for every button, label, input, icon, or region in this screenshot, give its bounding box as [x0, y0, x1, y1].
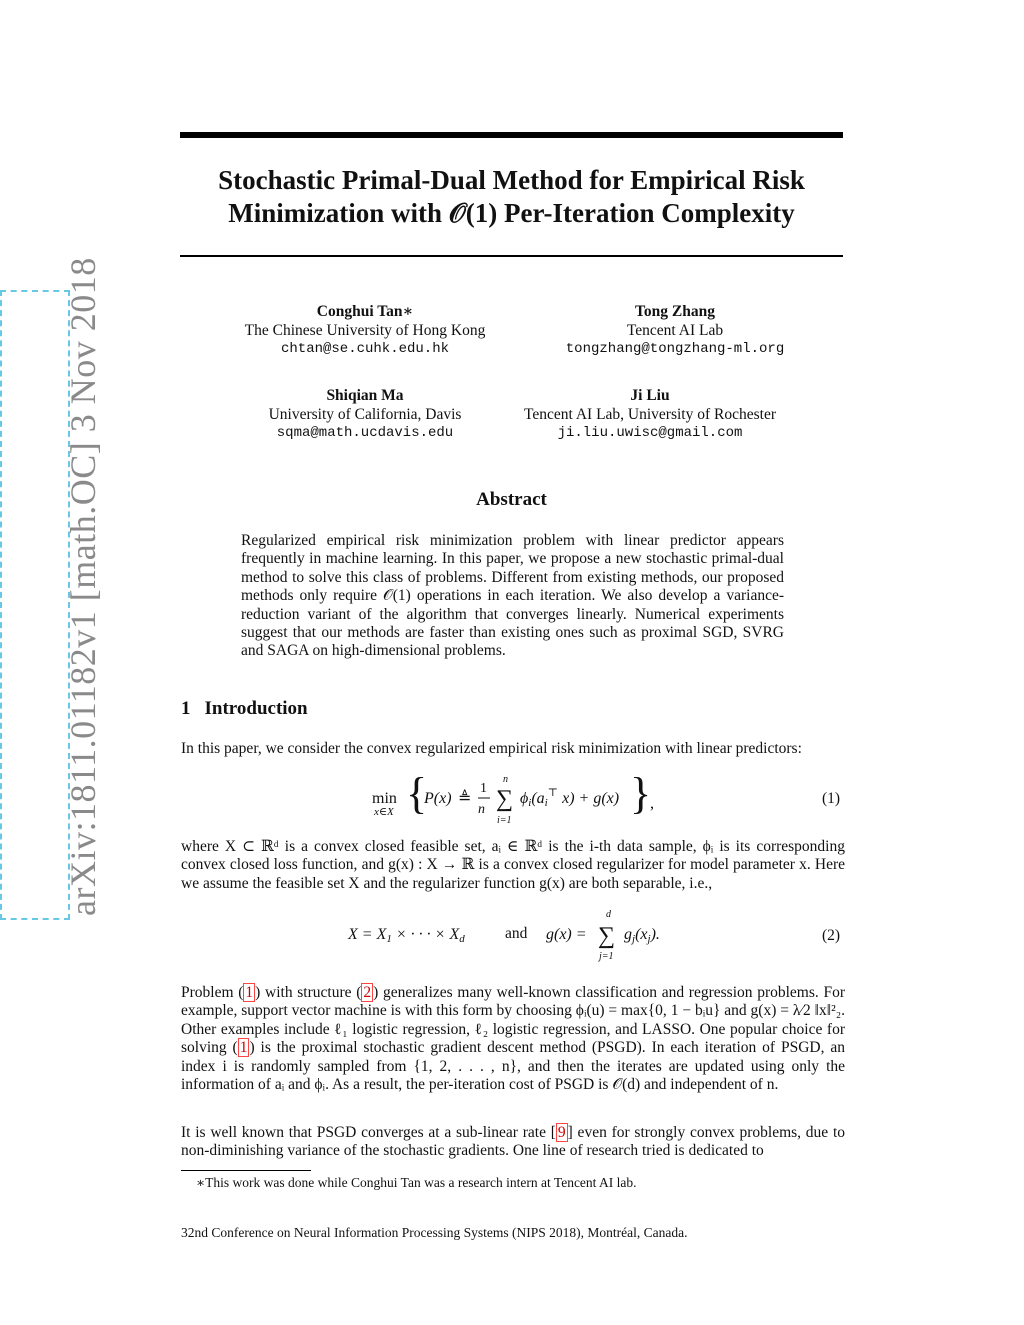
author-email[interactable]: chtan@se.cuhk.edu.hk [280, 341, 450, 357]
svg-text:≜: ≜ [458, 790, 472, 807]
svg-text:ϕi(ai⊤ x) + g(x): ϕi(ai⊤ x) + g(x) [520, 787, 620, 809]
author-email[interactable]: ji.liu.uwisc@gmail.com [557, 425, 743, 441]
section-heading [181, 698, 308, 720]
text-run: ] even for strongly convex problems, due to non-diminishing variance of the stochastic gradients. One line of research tried is dedicated to [181, 1124, 846, 1160]
arxiv-identifier[interactable]: arXiv:1811.01182v1 [math.OC] 3 Nov 2018 [63, 257, 103, 916]
equation-1 [370, 768, 670, 830]
author-affiliation: The Chinese University of Hong Kong [244, 322, 486, 339]
text-run: generalizes many well-known classification and regression problems. For example, support vector machine is with this form by choosing ϕᵢ(u) = max{0, 1 − bᵢu} and g(x) = λ⁄2 ‖x‖²₂. Other examples include ℓ₁ logistic regression, ℓ₂ logistic regression, and LASSO. One popular choice for solving [181, 984, 845, 1057]
equation-connector: and [505, 925, 528, 942]
svg-text:}: } [630, 769, 652, 818]
arxiv-stamp-frame [0, 290, 70, 920]
author-block [220, 302, 510, 359]
svg-text:g(x) =: g(x) = [546, 926, 587, 943]
intro-sentence: In this paper, we consider the convex regularized empirical risk minimization with linear predictors: [181, 740, 802, 757]
venue-note: 32nd Conference on Neural Information Processing Systems (NIPS 2018), Montréal, Canada. [181, 1225, 688, 1240]
author-name: Ji Liu [630, 387, 670, 404]
text-run: with structure [260, 984, 357, 1001]
author-block [530, 302, 820, 359]
equation-number: (1) [822, 790, 841, 807]
footnote: ∗This work was done while Conghui Tan was a research intern at Tencent AI lab. [196, 1175, 637, 1190]
title-rule-top [180, 132, 843, 138]
section-number: 1 [181, 698, 191, 719]
equation-reference-link[interactable]: 2 [363, 984, 372, 1001]
footnote-rule [181, 1170, 311, 1171]
svg-text:∑: ∑ [598, 923, 616, 949]
svg-text:X = X1 × · · · × Xd: X = X1 × · · · × Xd [348, 926, 465, 945]
author-block [220, 386, 510, 443]
equation-number: (2) [822, 927, 841, 944]
svg-text:d: d [606, 909, 611, 920]
svg-text:gj(xj).: gj(xj). [624, 926, 660, 945]
svg-text:∑: ∑ [496, 786, 514, 812]
svg-text:n: n [503, 774, 508, 785]
author-name: Conghui Tan∗ [316, 303, 414, 320]
author-block [500, 386, 800, 443]
svg-text:n: n [478, 802, 485, 817]
equation-reference-link[interactable]: 1 [239, 1039, 248, 1057]
abstract-heading: Abstract [476, 489, 547, 510]
author-name: Shiqian Ma [326, 387, 404, 404]
abstract-text: Regularized empirical risk minimization problem with linear predictor appears frequently in machine learning. In this paper, we propose a new stochastic primal-dual method to solve this class of problems. Different from existing methods, our proposed methods only require 𝒪(1) operations in each iteration. We also develop a variance-reduction variant of the algorithm that converges linearly. Numerical experiments suggest that our methods are faster than existing ones such as proximal SGD, SVRG and SAGA on high-dimensional problems. [241, 532, 784, 660]
svg-text:i=1: i=1 [497, 815, 512, 826]
text-run: is the proximal stochastic gradient descent method (PSGD). In each iteration of PSGD, an index i is randomly sampled from {1, 2, . . . , n}, and then the iterates are updated using only the information of aᵢ and ϕᵢ. As a result, the per-iteration cost of PSGD is 𝒪(d) and independent of n. [181, 1039, 845, 1094]
svg-text:x∈X: x∈X [374, 806, 394, 818]
author-affiliation: Tencent AI Lab [626, 322, 724, 339]
title-line-2: Minimization with 𝒪(1) Per-Iteration Complexity [228, 198, 795, 228]
text-run: It is well known that PSGD converges at a sub-linear rate [ [181, 1124, 556, 1141]
citation-link[interactable]: 9 [557, 1124, 566, 1141]
paragraph: Problem ( 1 ) with structure ( 2 ) generalizes many well-known classification and regression problems. For example, support vector machine is with this form by choosing ϕᵢ(u) = max{0, 1 − bᵢu} and g(x) = λ⁄2 ‖x‖²₂. Other examples include ℓ₁ logistic regression, ℓ₂ logistic regression, and LASSO. One popular choice for solving ( 1 ) is the proximal stochastic gradient descent method (PSGD). In each iteration of PSGD, an index i is randomly sampled from {1, 2, . . . , n}, and then the iterates are updated using only the information of aᵢ and ϕᵢ. As a result, the per-iteration cost of PSGD is 𝒪(d) and independent of n. [181, 984, 845, 1094]
author-affiliation: University of California, Davis [268, 406, 462, 423]
svg-text:P(x): P(x) [424, 790, 452, 807]
title-line-1: Stochastic Primal-Dual Method for Empirical Risk [218, 165, 805, 195]
author-email[interactable]: sqma@math.ucdavis.edu [276, 425, 454, 441]
svg-text:{: { [406, 769, 428, 818]
author-email[interactable]: tongzhang@tongzhang-ml.org [565, 341, 785, 357]
author-affiliation: Tencent AI Lab, University of Rochester [523, 406, 776, 423]
paragraph: where X ⊂ ℝᵈ is a convex closed feasible set, aᵢ ∈ ℝᵈ is the i-th data sample, ϕᵢ is its corresponding convex closed loss function, and g(x) : X → ℝ is a convex closed regularizer for model parameter x. Here we assume the feasible set X and the regularizer function g(x) are both separable, i.e., [181, 838, 845, 892]
equation-reference-link[interactable]: 1 [245, 984, 254, 1001]
svg-text:j=1: j=1 [599, 951, 614, 962]
author-name: Tong Zhang [635, 303, 715, 320]
paragraph [181, 1124, 845, 1161]
paper-title [180, 164, 843, 230]
text-run: Problem [181, 984, 239, 1001]
svg-text:min: min [372, 790, 397, 807]
svg-text:,: , [650, 795, 654, 812]
svg-text:1: 1 [480, 781, 487, 796]
title-rule-bottom [180, 255, 843, 257]
section-title: Introduction [204, 698, 308, 719]
